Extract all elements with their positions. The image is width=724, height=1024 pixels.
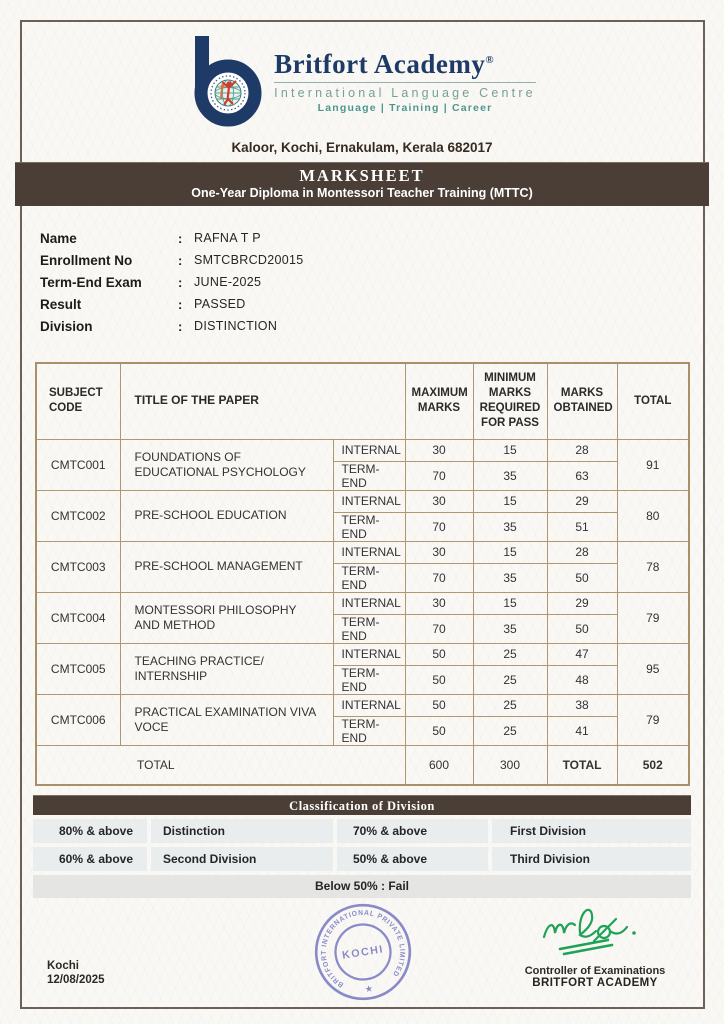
max-marks-cell: 50: [405, 694, 473, 716]
min-marks-cell: 25: [473, 694, 547, 716]
marks-row: [36, 643, 689, 665]
paper-title-cell: MONTESSORI PHILOSOPHY AND METHOD: [120, 592, 333, 643]
min-marks-cell: 25: [473, 716, 547, 745]
row-total-cell: 79: [617, 694, 689, 745]
marks-row: [36, 694, 689, 716]
paper-title-cell: PRE-SCHOOL MANAGEMENT: [120, 541, 333, 592]
paper-title-cell: TEACHING PRACTICE/ INTERNSHIP: [120, 643, 333, 694]
max-marks-cell: 70: [405, 512, 473, 541]
detail-row-enrollment: [40, 249, 460, 271]
classification-division: First Division: [492, 819, 691, 843]
classification-row: [33, 819, 691, 843]
subject-code-cell: CMTC006: [36, 694, 120, 745]
classification-division: Second Division: [151, 847, 333, 871]
signatory-title: Controller of Examinations: [524, 965, 666, 977]
exam-type-cell: TERM-END: [333, 665, 405, 694]
signature: [530, 897, 660, 959]
max-marks-cell: 50: [405, 665, 473, 694]
marks-row: [36, 490, 689, 512]
row-total-cell: 80: [617, 490, 689, 541]
signatory-org: BRITFORT ACADEMY: [532, 977, 658, 989]
detail-colon: :: [178, 230, 183, 246]
stamp-outer-text: BRITFORT INTERNATIONAL PRIVATE LIMITED: [319, 908, 407, 989]
marks-table-body: [36, 439, 689, 745]
brand-header: [0, 36, 724, 155]
max-marks-cell: 50: [405, 716, 473, 745]
marks-obtained-cell: 28: [547, 439, 617, 461]
min-marks-cell: 25: [473, 665, 547, 694]
exam-type-cell: TERM-END: [333, 716, 405, 745]
detail-value: SMTCBRCD20015: [194, 253, 304, 267]
marks-obtained-cell: 50: [547, 563, 617, 592]
marks-table-wrap: [35, 362, 690, 786]
marks-obtained-cell: 51: [547, 512, 617, 541]
marks-row: [36, 439, 689, 461]
paper-title-cell: PRE-SCHOOL EDUCATION: [120, 490, 333, 541]
row-total-cell: 95: [617, 643, 689, 694]
min-marks-cell: 35: [473, 614, 547, 643]
classification-threshold: 60% & above: [33, 847, 147, 871]
banner-title: MARKSHEET: [299, 166, 425, 185]
grand-total-row: [36, 745, 689, 785]
classification-fail-note: Below 50% : Fail: [33, 875, 691, 898]
marks-table-header-row: [36, 363, 689, 439]
exam-type-cell: TERM-END: [333, 461, 405, 490]
exam-type-cell: TERM-END: [333, 563, 405, 592]
subject-code-cell: CMTC004: [36, 592, 120, 643]
exam-type-cell: INTERNAL: [333, 643, 405, 665]
exam-type-cell: INTERNAL: [333, 592, 405, 614]
exam-type-cell: INTERNAL: [333, 541, 405, 563]
detail-colon: :: [178, 274, 183, 290]
signatory-block: [490, 897, 700, 989]
classification-threshold: 50% & above: [337, 847, 488, 871]
marks-row: [36, 541, 689, 563]
brand-subtagline: Language | Training | Career: [317, 101, 493, 114]
classification-threshold: 80% & above: [33, 819, 147, 843]
max-marks-cell: 70: [405, 461, 473, 490]
detail-value: PASSED: [194, 297, 246, 311]
brand-address: Kaloor, Kochi, Ernakulam, Kerala 682017: [231, 140, 493, 155]
header-subject-code: SUBJECT CODE: [36, 363, 120, 439]
max-marks-cell: 50: [405, 643, 473, 665]
header-paper-title: TITLE OF THE PAPER: [120, 363, 405, 439]
min-marks-cell: 15: [473, 439, 547, 461]
exam-type-cell: INTERNAL: [333, 439, 405, 461]
detail-colon: :: [178, 252, 183, 268]
brand-tagline: International Language Centre: [274, 82, 536, 100]
brand-logo-b-icon: [188, 36, 262, 128]
marks-obtained-cell: 29: [547, 592, 617, 614]
banner-subtitle: One-Year Diploma in Montessori Teacher Training (MTTC): [191, 186, 533, 200]
student-details: [40, 227, 460, 337]
min-marks-cell: 25: [473, 643, 547, 665]
total-obtained-label-cell: TOTAL: [547, 745, 617, 785]
issue-place-date: [47, 959, 105, 987]
registered-trademark-icon: ®: [485, 54, 495, 67]
max-marks-cell: 30: [405, 490, 473, 512]
issue-place: Kochi: [47, 960, 79, 972]
classification-row: [33, 847, 691, 871]
marks-obtained-cell: 38: [547, 694, 617, 716]
exam-type-cell: INTERNAL: [333, 694, 405, 716]
max-marks-cell: 30: [405, 541, 473, 563]
subject-code-cell: CMTC001: [36, 439, 120, 490]
exam-type-cell: TERM-END: [333, 614, 405, 643]
row-total-cell: 91: [617, 439, 689, 490]
max-marks-cell: 30: [405, 592, 473, 614]
detail-colon: :: [178, 296, 183, 312]
exam-type-cell: INTERNAL: [333, 490, 405, 512]
header-maximum-marks: MAXIMUM MARKS: [405, 363, 473, 439]
marksheet-banner: [15, 162, 709, 206]
classification-threshold: 70% & above: [337, 819, 488, 843]
marks-obtained-cell: 47: [547, 643, 617, 665]
min-marks-cell: 15: [473, 592, 547, 614]
row-total-cell: 79: [617, 592, 689, 643]
detail-row-name: [40, 227, 460, 249]
min-marks-cell: 35: [473, 461, 547, 490]
header-marks-obtained: MARKS OBTAINED: [547, 363, 617, 439]
total-maximum-cell: 600: [405, 745, 473, 785]
brand-name: [274, 50, 536, 78]
marks-obtained-cell: 63: [547, 461, 617, 490]
total-minimum-cell: 300: [473, 745, 547, 785]
detail-value: JUNE-2025: [194, 275, 262, 289]
detail-value: DISTINCTION: [194, 319, 278, 333]
subject-code-cell: CMTC005: [36, 643, 120, 694]
min-marks-cell: 15: [473, 490, 547, 512]
detail-label: Result: [40, 296, 82, 312]
subject-code-cell: CMTC002: [36, 490, 120, 541]
min-marks-cell: 35: [473, 512, 547, 541]
stamp-center-text: KOCHI: [341, 943, 385, 962]
marks-table: [35, 362, 690, 786]
min-marks-cell: 35: [473, 563, 547, 592]
classification-section: [33, 795, 691, 898]
paper-title-cell: FOUNDATIONS OF EDUCATIONAL PSYCHOLOGY: [120, 439, 333, 490]
detail-label: Term-End Exam: [40, 274, 142, 290]
marks-row: [36, 592, 689, 614]
detail-label: Name: [40, 230, 77, 246]
detail-row-division: [40, 315, 460, 337]
total-row-label: TOTAL: [36, 745, 405, 785]
paper-title-cell: PRACTICAL EXAMINATION VIVA VOCE: [120, 694, 333, 745]
stamp-star-icon: ★: [363, 983, 374, 995]
detail-colon: :: [178, 318, 183, 334]
company-seal-stamp: [306, 895, 420, 1009]
detail-row-term-end-exam: [40, 271, 460, 293]
detail-value: RAFNA T P: [194, 231, 261, 245]
marks-obtained-cell: 50: [547, 614, 617, 643]
detail-row-result: [40, 293, 460, 315]
max-marks-cell: 70: [405, 614, 473, 643]
min-marks-cell: 15: [473, 541, 547, 563]
issue-date: 12/08/2025: [47, 974, 105, 986]
grand-total-cell: 502: [617, 745, 689, 785]
max-marks-cell: 30: [405, 439, 473, 461]
row-total-cell: 78: [617, 541, 689, 592]
detail-label: Division: [40, 318, 93, 334]
classification-division: Third Division: [492, 847, 691, 871]
brand-name-text: Britfort Academy: [274, 49, 486, 80]
header-minimum-marks: MINIMUM MARKS REQUIRED FOR PASS: [473, 363, 547, 439]
header-total: TOTAL: [617, 363, 689, 439]
marks-obtained-cell: 48: [547, 665, 617, 694]
detail-label: Enrollment No: [40, 252, 133, 268]
subject-code-cell: CMTC003: [36, 541, 120, 592]
exam-type-cell: TERM-END: [333, 512, 405, 541]
marks-obtained-cell: 41: [547, 716, 617, 745]
classification-header: Classification of Division: [33, 795, 691, 815]
marks-obtained-cell: 28: [547, 541, 617, 563]
marks-obtained-cell: 29: [547, 490, 617, 512]
max-marks-cell: 70: [405, 563, 473, 592]
classification-division: Distinction: [151, 819, 333, 843]
